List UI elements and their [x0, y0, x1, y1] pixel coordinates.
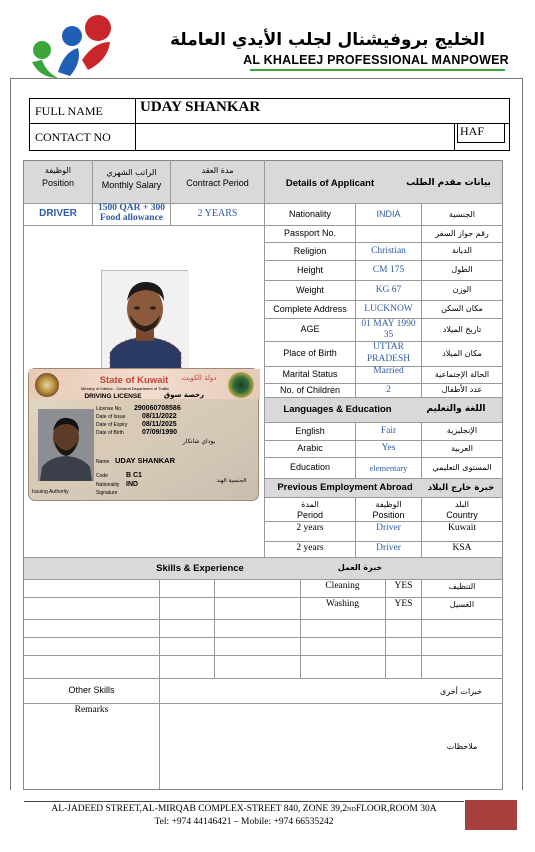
birth-place-value-line2: PRADESH: [366, 354, 411, 365]
applicant-photo: [101, 270, 188, 368]
salary-label-arabic: الراتب الشهري: [106, 168, 157, 178]
weight-label: Weight: [296, 284, 324, 295]
weight-label-arabic: الوزن: [452, 285, 472, 295]
remarks-label-arabic: ملاحظات: [446, 741, 478, 751]
name-arabic: يوداي شانكار: [182, 437, 216, 445]
contact-no-label: CONTACT NO: [35, 129, 111, 144]
skill-cleaning-value: YES: [394, 581, 413, 592]
employment-title-arabic: خبرة خارج البلاد: [427, 482, 495, 493]
license-nationality: IND: [126, 480, 139, 488]
birth-date-label: Date of Birth: [96, 429, 124, 436]
emp1-period: 2 years: [296, 523, 324, 534]
position-label-arabic: الوظيفة: [45, 166, 71, 176]
issue-date: 08/11/2022: [142, 412, 177, 420]
height-value: CM 175: [372, 264, 405, 275]
expiry-date-label: Date of Expiry: [96, 421, 128, 428]
address-label: Complete Address: [273, 303, 347, 314]
children-label-arabic: عدد الأطفال: [441, 385, 483, 395]
age-value: 35: [383, 329, 394, 340]
page-left-border: [10, 78, 11, 790]
position-value: DRIVER: [39, 207, 77, 219]
arabic-label-arabic: العربية: [451, 443, 473, 453]
birth-place-label-arabic: مكان الميلاد: [442, 348, 482, 358]
other-skills-label-arabic: خبرات أخرى: [440, 686, 482, 696]
passport-label: Passport No.: [283, 228, 337, 239]
arabic-label: Arabic: [297, 443, 323, 454]
education-value: elementary: [369, 462, 408, 473]
arabic-value: Yes: [381, 443, 396, 454]
nationality-label: Nationality: [288, 209, 332, 220]
weight-value: KG 67: [375, 284, 402, 295]
skill-cleaning: Cleaning: [325, 581, 360, 592]
license-no: 290060708586: [134, 404, 181, 412]
english-label-arabic: الإنجليزية: [446, 426, 478, 436]
skill-washing: Washing: [325, 599, 359, 610]
height-label: Height: [296, 264, 323, 275]
emp1-position: Driver: [376, 523, 401, 534]
english-value: Fair: [380, 425, 397, 436]
kuwait-emblem-icon: [35, 373, 59, 397]
birth-date-value: 01 MAY 1990: [361, 318, 416, 329]
license-state-arabic: دولة الكويت: [181, 373, 217, 382]
skill-cleaning-arabic: التنظيف: [448, 581, 476, 591]
license-no-label: License No.: [96, 405, 123, 412]
license-name: UDAY SHANKAR: [115, 456, 176, 466]
nationality-label-arabic: الجنسية: [448, 209, 476, 219]
marital-label: Marital Status: [282, 369, 338, 380]
address-label-arabic: مكان السكن: [441, 304, 483, 314]
company-name-arabic: الخليج بروفيشنال لجلب الأيدي العاملة: [169, 30, 485, 51]
expiry-date: 08/11/2025: [142, 420, 177, 428]
driving-license-card: [28, 368, 259, 501]
age-label: AGE: [300, 324, 320, 335]
company-logo: [30, 12, 114, 82]
height-label-arabic: الطول: [451, 265, 473, 275]
footer-address: AL-JADEED STREET,AL-MIRQAB COMPLEX-STREET 840, ZONE 39,2 ND FLOOR,ROOM 30A: [51, 804, 437, 815]
age-label-arabic: تاريخ الميلاد: [442, 324, 482, 334]
religion-label-arabic: الديانة: [451, 246, 473, 256]
period-label: Period: [296, 509, 323, 520]
remarks-label: Remarks: [74, 705, 109, 716]
license-state: State of Kuwait: [99, 374, 169, 386]
emp2-period: 2 years: [296, 543, 324, 554]
country-label-arabic: البلد: [455, 499, 469, 509]
company-name-english: AL KHALEEJ PROFESSIONAL MANPOWER: [243, 53, 509, 68]
marital-value: Married: [373, 366, 404, 377]
issue-date-label: Date of Issue: [96, 413, 126, 420]
employment-title: Previous Employment Abroad: [277, 482, 413, 494]
license-photo: [38, 409, 94, 481]
emp1-country: Kuwait: [448, 523, 476, 534]
nationality-value: INDIA: [376, 209, 401, 220]
authority-label: Issuing Authority: [32, 488, 69, 495]
skill-washing-arabic: الغسيل: [449, 599, 475, 609]
full-name-label: FULL NAME: [35, 103, 103, 118]
police-emblem-icon: [228, 372, 254, 398]
full-name-value: UDAY SHANKAR: [140, 99, 261, 116]
license-ministry: Ministry of Interior - General Department of Traffic: [81, 386, 169, 392]
footer-phone: Tel: +974 44146421 – Mobile: +974 66535242: [154, 817, 334, 828]
salary-label: Monthly Salary: [101, 180, 162, 191]
education-label-arabic: المستوى التعليمي: [432, 462, 492, 472]
other-skills-label: Other Skills: [68, 685, 115, 696]
period-label-arabic: المدة: [301, 499, 319, 509]
name-label: Name: [96, 458, 110, 465]
passport-label-arabic: رقم جواز السفر: [435, 228, 489, 238]
contract-label: Contract Period: [186, 178, 249, 189]
emp-position-label-arabic: الوظيفة: [375, 499, 402, 509]
skills-title: Skills & Experience: [156, 562, 244, 574]
contract-label-arabic: مدة العقد: [201, 166, 234, 176]
details-title-arabic: بيانات مقدم الطلب: [406, 178, 491, 189]
skill-washing-value: YES: [394, 599, 413, 610]
country-label: Country: [446, 509, 478, 520]
signature-label: Signature: [96, 489, 118, 496]
address-value: LUCKNOW: [364, 303, 413, 314]
emp2-position: Driver: [376, 543, 401, 554]
passport-value: [356, 226, 421, 242]
contract-value: 2 YEARS: [197, 207, 238, 219]
license-title: DRIVING LICENSE: [84, 392, 142, 400]
children-label: No. of Children: [279, 384, 341, 395]
marital-label-arabic: الحالة الإجتماعية: [434, 369, 490, 379]
footer-red-block: [465, 800, 517, 830]
footer-rule: [24, 801, 464, 802]
skills-title-arabic: خبرة العمل: [337, 563, 383, 573]
languages-title-arabic: اللغة والتعليم: [426, 404, 486, 415]
languages-title: Languages & Education: [283, 404, 392, 416]
code-value: HAF: [460, 123, 485, 138]
birth-place-value-line1: UTTAR: [373, 342, 404, 353]
salary-value-line2: Food allowance: [99, 213, 164, 224]
birth-date: 07/09/1990: [142, 428, 178, 436]
nationality-arabic: الجنسية الهند: [216, 477, 247, 484]
emp2-country: KSA: [452, 543, 472, 554]
license-title-arabic: رخصة سوق: [163, 391, 205, 400]
religion-value: Christian: [371, 245, 406, 256]
code-label: Code: [96, 472, 108, 479]
license-nationality-label: Nationality: [96, 481, 120, 488]
birth-place-label: Place of Birth: [283, 348, 337, 359]
salary-value-line1: 1500 QAR + 300: [98, 203, 165, 214]
education-label: Education: [289, 462, 331, 473]
page-right-border: [522, 78, 523, 790]
english-label: English: [295, 425, 325, 436]
emp-position-label: Position: [372, 509, 405, 520]
position-label: Position: [41, 178, 75, 189]
religion-label: Religion: [293, 245, 327, 256]
license-code: B C1: [126, 471, 142, 479]
details-title: Details of Applicant: [285, 178, 375, 190]
header-green-line: [250, 69, 505, 71]
children-value: 2: [386, 384, 391, 395]
header-rule: [10, 78, 523, 79]
